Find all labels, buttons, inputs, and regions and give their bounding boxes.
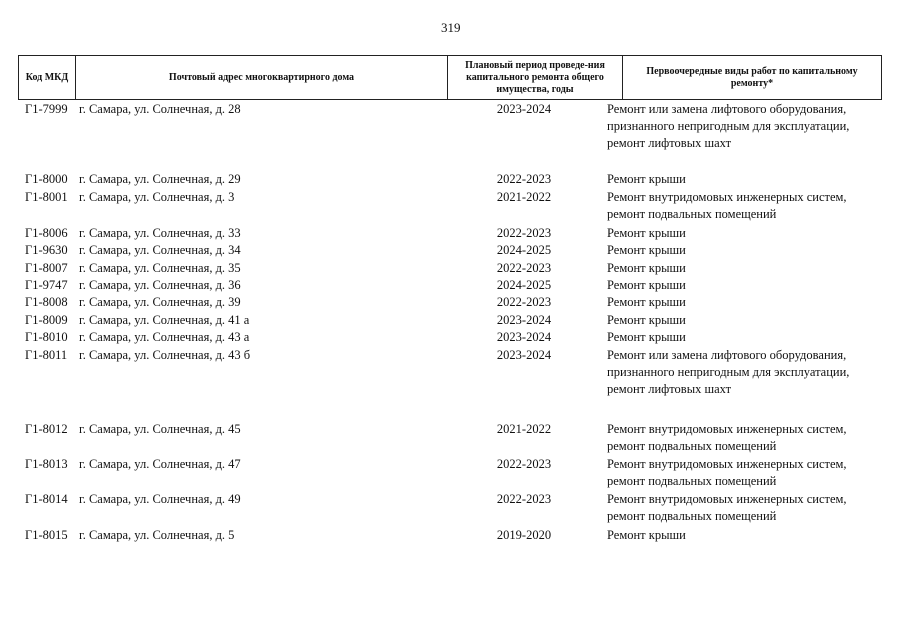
cell-address: г. Самара, ул. Солнечная, д. 34	[79, 243, 241, 257]
cell-address: г. Самара, ул. Солнечная, д. 47	[79, 457, 241, 471]
page-number: 319	[441, 20, 461, 35]
cell-code: Г1-8001	[25, 190, 68, 204]
cell-works-line: ремонт подвальных помещений	[607, 509, 777, 523]
cell-works	[607, 189, 897, 223]
cell-works-line: Ремонт крыши	[607, 226, 686, 240]
cell-works-line: ремонт подвальных помещений	[607, 439, 777, 453]
header-works: Первоочередные виды работ по капитальному ремонту*	[646, 65, 858, 89]
cell-code: Г1-8007	[25, 261, 68, 275]
cell-period: 2023-2024	[496, 348, 552, 362]
cell-works	[607, 312, 897, 329]
cell-period: 2022-2023	[496, 172, 552, 186]
cell-works-line: Ремонт крыши	[607, 243, 686, 257]
cell-works-line: Ремонт крыши	[607, 528, 686, 542]
cell-code: Г1-7999	[25, 102, 68, 116]
cell-address: г. Самара, ул. Солнечная, д. 45	[79, 422, 241, 436]
cell-period: 2021-2022	[496, 190, 552, 204]
cell-address: г. Самара, ул. Солнечная, д. 49	[79, 492, 241, 506]
cell-address: г. Самара, ул. Солнечная, д. 35	[79, 261, 241, 275]
cell-code: Г1-8010	[25, 330, 68, 344]
cell-code: Г1-8015	[25, 528, 68, 542]
cell-works	[607, 421, 897, 455]
cell-address: г. Самара, ул. Солнечная, д. 3	[79, 190, 235, 204]
cell-works	[607, 456, 897, 490]
cell-period: 2024-2025	[496, 243, 552, 257]
cell-code: Г1-8008	[25, 295, 68, 309]
cell-works-line: признанного непригодным для эксплуатации,	[607, 119, 850, 133]
header-period: Плановый период проведе-ния капитального ремонта общего имущества, годы	[448, 56, 623, 99]
cell-works-line: ремонт подвальных помещений	[607, 474, 777, 488]
cell-works	[607, 260, 897, 277]
cell-works	[607, 294, 897, 311]
cell-code: Г1-8011	[25, 348, 68, 362]
cell-works-line: Ремонт крыши	[607, 278, 686, 292]
cell-works-line: признанного непригодным для эксплуатации,	[607, 365, 850, 379]
cell-address: г. Самара, ул. Солнечная, д. 33	[79, 226, 241, 240]
cell-period: 2022-2023	[496, 261, 552, 275]
cell-address: г. Самара, ул. Солнечная, д. 39	[79, 295, 241, 309]
cell-works-line: Ремонт внутридомовых инженерных систем,	[607, 457, 847, 471]
cell-period: 2022-2023	[496, 457, 552, 471]
cell-address: г. Самара, ул. Солнечная, д. 43 б	[79, 348, 251, 362]
cell-works-line: Ремонт внутридомовых инженерных систем,	[607, 422, 847, 436]
cell-works-line: Ремонт крыши	[607, 295, 686, 309]
cell-works-line: ремонт лифтовых шахт	[607, 382, 732, 396]
cell-works-line: Ремонт внутридомовых инженерных систем,	[607, 190, 847, 204]
cell-period: 2023-2024	[496, 313, 552, 327]
cell-works-line: Ремонт крыши	[607, 261, 686, 275]
header-code: Код МКД	[19, 56, 76, 99]
cell-address: г. Самара, ул. Солнечная, д. 36	[79, 278, 241, 292]
cell-works	[607, 242, 897, 259]
cell-works-line: Ремонт внутридомовых инженерных систем,	[607, 492, 847, 506]
cell-period: 2023-2024	[496, 330, 552, 344]
cell-works-line: Ремонт крыши	[607, 172, 686, 186]
cell-address: г. Самара, ул. Солнечная, д. 43 а	[79, 330, 250, 344]
cell-code: Г1-8012	[25, 422, 68, 436]
cell-code: Г1-9747	[25, 278, 68, 292]
cell-code: Г1-9630	[25, 243, 68, 257]
cell-works-line: Ремонт крыши	[607, 313, 686, 327]
cell-code: Г1-8000	[25, 172, 68, 186]
cell-works-line: ремонт лифтовых шахт	[607, 136, 732, 150]
cell-works	[607, 347, 897, 398]
cell-works	[607, 527, 897, 544]
header-address: Почтовый адрес многоквартирного дома	[76, 56, 448, 99]
cell-works	[607, 329, 897, 346]
cell-works-line: Ремонт крыши	[607, 330, 686, 344]
cell-code: Г1-8013	[25, 457, 68, 471]
cell-works-line: Ремонт или замена лифтового оборудования,	[607, 348, 847, 362]
cell-period: 2022-2023	[496, 492, 552, 506]
cell-address: г. Самара, ул. Солнечная, д. 41 а	[79, 313, 250, 327]
cell-address: г. Самара, ул. Солнечная, д. 29	[79, 172, 241, 186]
cell-works	[607, 491, 897, 525]
cell-code: Г1-8009	[25, 313, 68, 327]
cell-period: 2021-2022	[496, 422, 552, 436]
cell-period: 2019-2020	[496, 528, 552, 542]
cell-period: 2022-2023	[496, 295, 552, 309]
cell-works-line: Ремонт или замена лифтового оборудования,	[607, 102, 847, 116]
cell-works-line: ремонт подвальных помещений	[607, 207, 777, 221]
cell-code: Г1-8006	[25, 226, 68, 240]
cell-address: г. Самара, ул. Солнечная, д. 28	[79, 102, 241, 116]
cell-period: 2024-2025	[496, 278, 552, 292]
cell-works	[607, 225, 897, 242]
cell-period: 2022-2023	[496, 226, 552, 240]
cell-works	[607, 171, 897, 188]
cell-works	[607, 277, 897, 294]
cell-period: 2023-2024	[496, 102, 552, 116]
cell-works	[607, 101, 897, 152]
cell-address: г. Самара, ул. Солнечная, д. 5	[79, 528, 235, 542]
cell-code: Г1-8014	[25, 492, 68, 506]
